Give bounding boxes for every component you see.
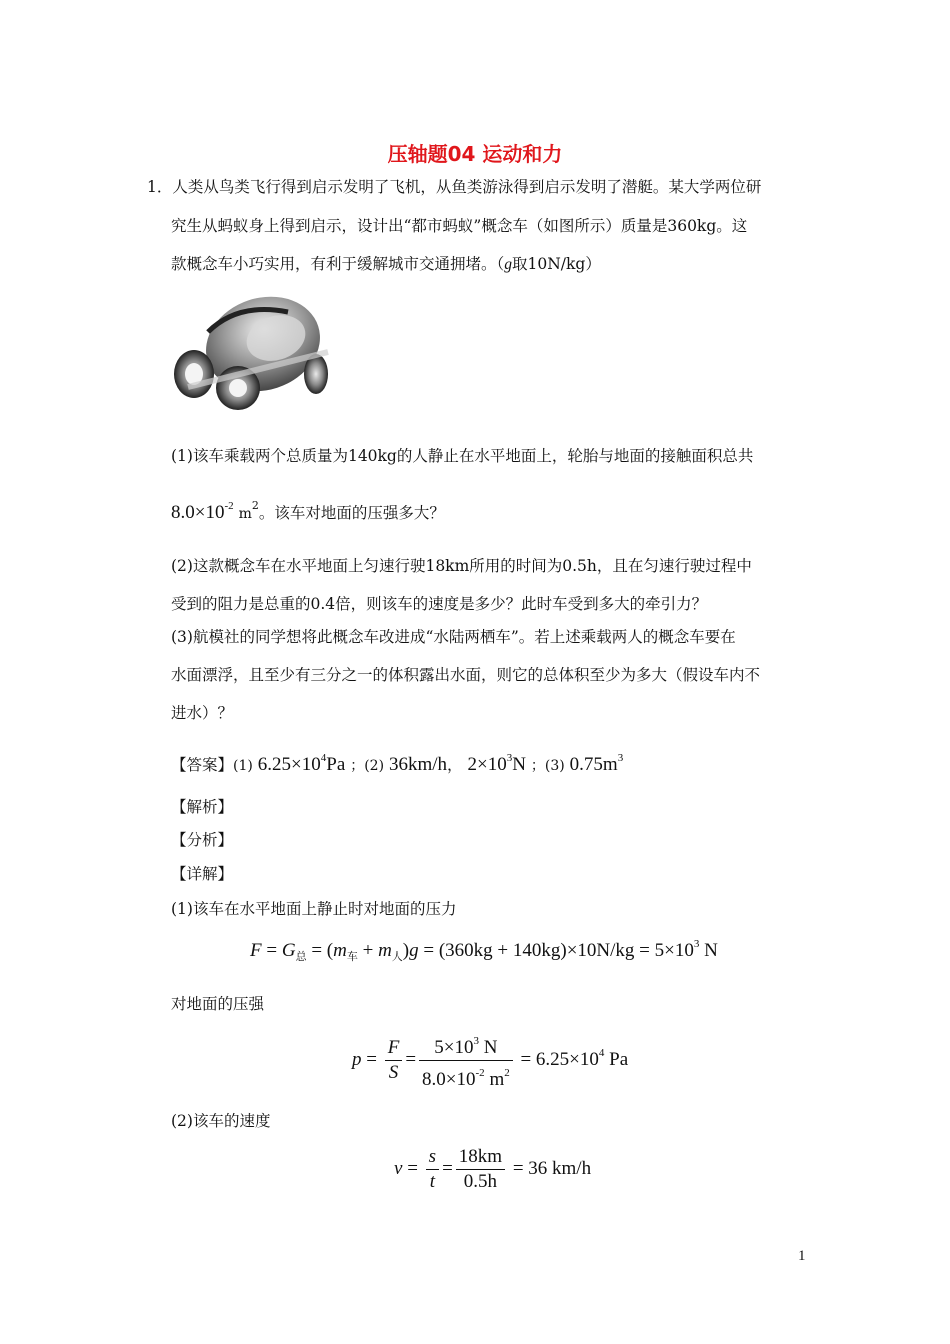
step-3-text: (2)该车的速度 [171,1112,271,1130]
part-1-line-2: $8.0\times 10^{-2}$ $m^2$。该车对地面的压强多大？ [171,499,445,523]
question-intro-line-3: 款概念车小巧实用，有利于缓解城市交通拥堵。（g取10N/kg） [171,255,601,273]
part-2-line-1: (2)这款概念车在水平地面上匀速行驶18km所用的时间为0.5h，且在匀速行驶过程中 [171,557,752,575]
step-2-text: 对地面的压强 [171,995,265,1013]
ant-concept-car-image [168,292,336,414]
question-intro-line-2: 究生从蚂蚁身上得到启示，设计出“都市蚂蚁”概念车（如图所示）质量是360kg。这 [171,217,748,235]
answer-line: 【答案】(1) $6.25\times 10^4Pa$ ；(2) 36km/h， $2\times 10^3N$ ；(3) $0.75m^3$ [171,752,624,775]
part-1-line-1: (1)该车乘载两个总质量为140kg的人静止在水平地面上，轮胎与地面的接触面积总共 [171,447,754,465]
equation-pressure: p = $\frac{F}{S}$ = $\frac{5\times 10^3 N}{8.0\times 10^{-2} m^2}$ = $6.25\times 10^4$ Pa [352,1024,628,1091]
page-title: 压轴题04 运动和力 [387,142,563,166]
analysis-subheading: 【分析】 [171,831,234,849]
analysis-heading: 【解析】 [171,798,234,816]
detail-heading: 【详解】 [171,865,234,883]
equation-speed: v = $\frac{s}{t}$ = $\frac{18km}{0.5h}$ = 36 km/h [394,1146,592,1193]
part-3-line-1: (3)航模社的同学想将此概念车改进成“水陆两栖车”。若上述乘载两人的概念车要在 [171,628,736,646]
step-1-text: (1)该车在水平地面上静止时对地面的压力 [171,900,457,918]
part-3-line-2: 水面漂浮，且至少有三分之一的体积露出水面，则它的总体积至少为多大（假设车内不 [171,666,761,684]
equation-force: $F = G_总 = (m_车 + m_人)g = (360kg + 140kg)\times 10N/kg = 5\times 10^3$ N [250,938,718,963]
part-2-line-2: 受到的阻力是总重的0.4倍，则该车的速度是多少？此时车受到多大的牵引力？ [171,595,708,613]
page-number: 1 [798,1248,806,1264]
question-intro-line-1: 1．人类从鸟类飞行得到启示发明了飞机，从鱼类游泳得到启示发明了潜艇。某大学两位研 [147,178,762,196]
answer-label: 【答案】 [171,756,234,774]
part-3-line-3: 进水）？ [171,704,234,722]
